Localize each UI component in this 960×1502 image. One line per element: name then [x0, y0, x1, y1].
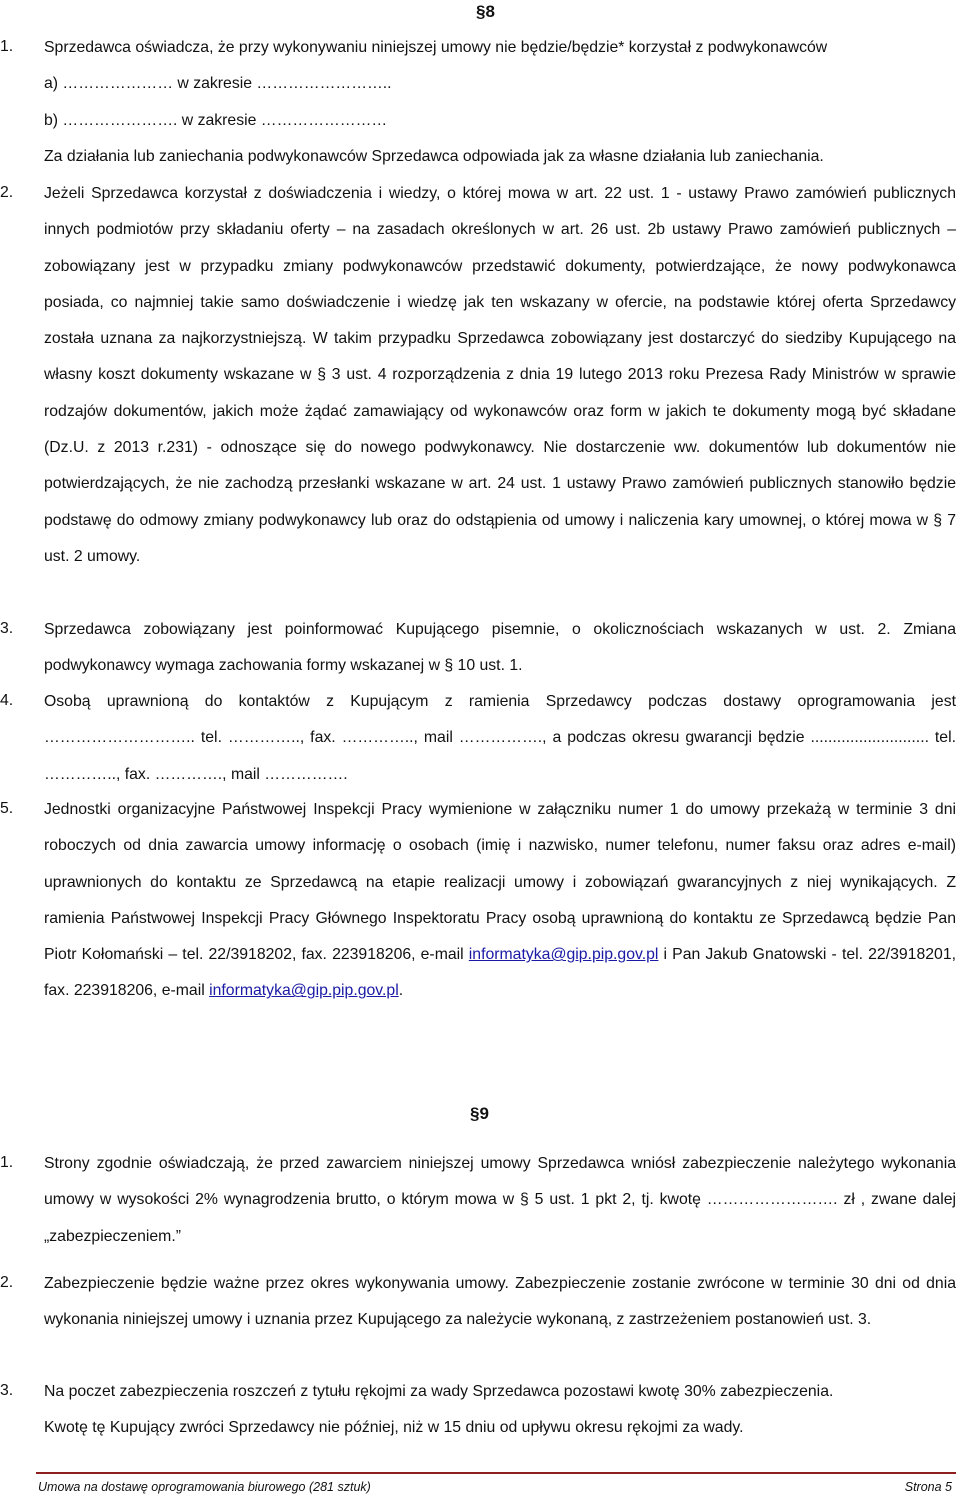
paragraph: Strony zgodnie oświadczają, że przed zawarciem niniejszej umowy Sprzedawca wniósł zabezpieczenie należytego wykonania umowy w wysokości 2% wynagrodzenia brutto, o którym mowa w § 5 ust. 1 pkt 2, tj. kwotę ……………………. zł , zwane dalej „zabezpieczeniem.”	[44, 1155, 956, 1245]
item-number: 1.	[0, 38, 14, 55]
section-8-heading: §8	[476, 2, 495, 21]
paragraph: Sprzedawca zobowiązany jest poinformować Kupującego pisemnie, o okolicznościach wskazanych w ust. 2. Zmiana podwykonawcy wymaga zachowania formy wskazanej w § 10 ust. 1.	[44, 621, 956, 675]
item-number: 2.	[0, 184, 14, 201]
paragraph: Jednostki organizacyjne Państwowej Inspekcji Pracy wymienione w załączniku numer 1 do umowy przekażą w terminie 3 dni roboczych od dnia zawarcia umowy informację o osobach (imię i nazwisko, numer telefonu, numer faksu oraz adres e-mail) uprawnionych do kontaktu ze Sprzedawcą na etapie realizacji umowy i zobowiązań gwarancyjnych z niej wynikających. Z ramienia Państwowej Inspekcji Pracy Głównego Inspektoratu Pracy osobą uprawnioną do kontaktu ze Sprzedawcą będzie Pan Piotr Kołomański – tel. 22/3918202, fax. 223918206, e-mail informatyka@gip.pip.gov.pl i Pan Jakub Gnatowski - tel. 22/3918201, fax. 223918206, e-mail informatyka@gip.pip.gov.pl.	[44, 801, 956, 1000]
item-number: 5.	[0, 800, 14, 817]
paragraph-line: b) …………………. w zakresie ……………………	[44, 111, 388, 129]
email-link[interactable]: informatyka@gip.pip.gov.pl	[468, 946, 659, 964]
email-link[interactable]: informatyka@gip.pip.gov.pl	[209, 982, 399, 1000]
section-9-heading: §9	[470, 1104, 489, 1123]
paragraph: Osobą uprawnioną do kontaktów z Kupującym z ramienia Sprzedawcy podczas dostawy oprogramowania jest ……………………….. tel. ………….., fax. ………….., mail ……………., a podczas okresu gwarancji będzie ........................... tel. ………….., fax. …………., mail …………….	[44, 693, 956, 783]
paragraph-line: Za działania lub zaniechania podwykonawców Sprzedawca odpowiada jak za własne działania lub zaniechania.	[44, 147, 824, 165]
paragraph: Zabezpieczenie będzie ważne przez okres wykonywania umowy. Zabezpieczenie zostanie zwrócone w terminie 30 dni od dnia wykonania niniejszej umowy i uznania przez Kupującego za należycie wykonaną, z zastrzeżeniem postanowień ust. 3.	[44, 1275, 956, 1329]
item-number: 3.	[0, 1382, 14, 1399]
paragraph-line: Sprzedawca oświadcza, że przy wykonywaniu niniejszej umowy nie będzie/będzie* korzystał z podwykonawców	[44, 39, 828, 56]
item-number: 4.	[0, 692, 14, 709]
paragraph: Jeżeli Sprzedawca korzystał z doświadczenia i wiedzy, o której mowa w art. 22 ust. 1 - ustawy Prawo zamówień publicznych innych podmiotów przy składaniu oferty – na zasadach określonych w art. 26 ust. 2b ustawy Prawo zamówień publicznych – zobowiązany jest w przypadku zmiany podwykonawców przedstawić dokumenty, potwierdzające, że nowy podwykonawca posiada, co najmniej takie samo doświadczenie i wiedzę jak ten wskazany w ofercie, na podstawie której oferta Sprzedawcy została uznana za najkorzystniejszą. W takim przypadku Sprzedawca zobowiązany jest dostarczyć do siedziby Kupującego na własny koszt dokumenty wskazane w § 3 ust. 4 rozporządzenia z dnia 19 lutego 2013 roku Prezesa Rady Ministrów w sprawie rodzajów dokumentów, jakich może żądać zamawiający od wykonawców oraz form w jakich te dokumenty mogą być składane (Dz.U. z 2013 r.231) - odnoszące się do nowego podwykonawcy. Nie dostarczenie ww. dokumentów lub dokumentów nie potwierdzających, że nie zachodzą przesłanki wskazane w art. 24 ust. 1 ustawy Prawo zamówień publicznych stanowiło będzie podstawę do odmowy zmiany podwykonawcy lub oraz do odstąpienia od umowy i naliczenia kary umownej, o której mowa w § 7 ust. 2 umowy.	[44, 185, 956, 565]
item-number: 3.	[0, 620, 14, 637]
paragraph-line: Na poczet zabezpieczenia roszczeń z tytułu rękojmi za wady Sprzedawca pozostawi kwotę 30% zabezpieczenia.	[44, 1383, 834, 1400]
paragraph-line: Kwotę tę Kupujący zwróci Sprzedawcy nie później, niż w 15 dniu od upływu okresu rękojmi za wady.	[44, 1419, 744, 1437]
footer-divider	[36, 1472, 956, 1474]
item-number: 2.	[0, 1274, 14, 1291]
paragraph-line: a) ………………… w zakresie ……………………..	[44, 75, 392, 93]
item-number: 1.	[0, 1154, 14, 1171]
footer-page-number: Strona 5	[904, 1480, 952, 1494]
footer-title: Umowa na dostawę oprogramowania biurowego (281 sztuk)	[38, 1480, 371, 1494]
